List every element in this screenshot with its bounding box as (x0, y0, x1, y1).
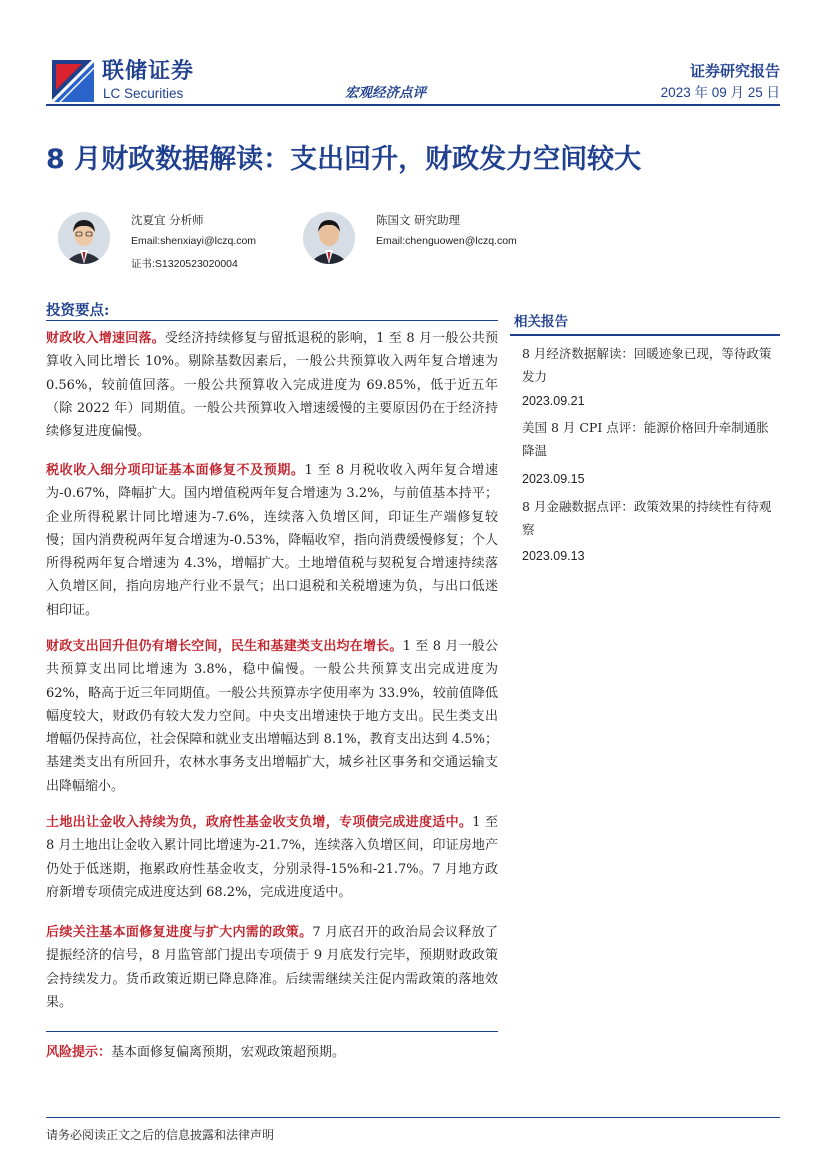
key-point-paragraph (46, 811, 498, 904)
report-label: 证券研究报告 (689, 62, 780, 80)
key-point-body: 7 月底召开的政治局会议释放了提振经济的信号，8 月监管部门提出专项债于 9 月底发行完毕，预期财政政策会持续发力。货币政策近期已降息降准。后续需继续关注促内需政策的落地效果。 (46, 925, 498, 1010)
key-point-body: 1 至 8 月税收收入两年复合增速为-0.67%，降幅扩大。国内增值税两年复合增速为 3.2%，与前值基本持平；企业所得税累计同比增速为-7.6%，连续落入负增区间，印证生产端修复较慢；国内消费税两年复合增速为-0.53%，降幅收窄，指向消费缓慢修复；个人所得税两年复合增速为 4.3%，增幅扩大。土地增值税与契税复合增速持续落入负增区间，指向房地产行业不景气；出口退税和关税增速为负，与出口低迷相印证。 (46, 463, 498, 618)
risk-lead: 风险提示： (46, 1045, 112, 1060)
key-point-paragraph (46, 459, 498, 622)
related-reports-divider (510, 334, 780, 336)
lc-securities-logo (52, 60, 94, 102)
author-name: 陈国文 研究助理 (376, 213, 461, 227)
key-point-paragraph (46, 921, 498, 1014)
related-report-date: 2023.09.15 (522, 472, 585, 486)
brand-name-cn: 联储证券 (102, 59, 195, 84)
related-report-title[interactable]: 美国 8 月 CPI 点评：能源价格回升牵制通胀降温 (522, 420, 769, 458)
key-point-lead: 财政收入增速回落。 (46, 331, 165, 346)
related-report-title[interactable]: 8 月经济数据解读：回暖迹象已现，等待政策发力 (522, 346, 772, 384)
key-point-lead: 财政支出回升但仍有增长空间，民生和基建类支出均在增长。 (46, 639, 403, 654)
risk-warning (46, 1043, 498, 1063)
risk-body: 基本面修复偏离预期，宏观政策超预期。 (111, 1045, 346, 1060)
key-point-body: 1 至 8 月土地出让金收入累计同比增速为-21.7%，连续落入负增区间，印证房地产仍处于低迷期，拖累政府性基金收支，分别录得-15%和-21.7%。7 月地方政府新增专项债完成进度达到 68.2%，完成进度适中。 (46, 815, 498, 900)
footer-divider (46, 1117, 780, 1118)
related-report-date: 2023.09.21 (522, 394, 585, 408)
risk-divider (46, 1031, 498, 1032)
brand-name-en: LC Securities (103, 86, 184, 101)
author-photo-avatar (303, 212, 355, 264)
key-point-paragraph (46, 635, 498, 798)
disclaimer-note: 请务必阅读正文之后的信息披露和法律声明 (46, 1128, 275, 1142)
header-divider (46, 104, 780, 106)
key-point-lead: 土地出让金收入持续为负，政府性基金收支负增，专项债完成进度适中。 (46, 815, 473, 830)
report-date: 2023 年 09 月 25 日 (660, 85, 780, 100)
related-report-title[interactable]: 8 月金融数据点评：政策效果的持续性有待观察 (522, 499, 772, 537)
key-points-heading: 投资要点: (46, 302, 110, 319)
key-point-body: 1 至 8 月一般公共预算支出同比增速为 3.8%，稳中偏慢。一般公共预算支出完成进度为 62%，略高于近三年同期值。一般公共预算赤字使用率为 33.9%，较前值降低幅度较大，财政仍有较大发力空间。中央支出增速快于地方支出。民生类支出增幅仍保持高位，社会保障和就业支出增幅达到 8.1%，教育支出达到 4.5%；基建类支出有所回升，农林水事务支出增幅扩大，城乡社区事务和交通运输支出降幅缩小。 (46, 639, 498, 794)
related-reports-heading: 相关报告 (514, 314, 568, 330)
key-point-body: 受经济持续修复与留抵退税的影响，1 至 8 月一般公共预算收入同比增长 10%。剔除基数因素后，一般公共预算收入两年复合增速为 0.56%，较前值回落。一般公共预算收入完成进度为 69.85%，低于近五年（除 2022 年）同期值。一般公共预算收入增速缓慢的主要原因仍在于经济持续修复进度偏慢。 (46, 331, 498, 440)
author-photo-avatar (58, 212, 110, 264)
author-email[interactable]: Email:chenguowen@lczq.com (376, 235, 517, 247)
author-name: 沈夏宜 分析师 (131, 213, 204, 227)
key-point-lead: 后续关注基本面修复进度与扩大内需的政策。 (46, 925, 313, 940)
related-report-date: 2023.09.13 (522, 549, 585, 563)
key-point-paragraph (46, 327, 498, 443)
key-point-lead: 税收收入细分项印证基本面修复不及预期。 (46, 463, 305, 478)
key-points-divider (46, 320, 498, 321)
report-type: 宏观经济点评 (345, 85, 426, 101)
report-title: 8 月财政数据解读：支出回升，财政发力空间较大 (46, 144, 642, 175)
author-email[interactable]: Email:shenxiayi@lczq.com (131, 235, 257, 247)
logo-mark-icon (52, 60, 94, 102)
author-certificate: 证书:S1320523020004 (131, 258, 238, 270)
